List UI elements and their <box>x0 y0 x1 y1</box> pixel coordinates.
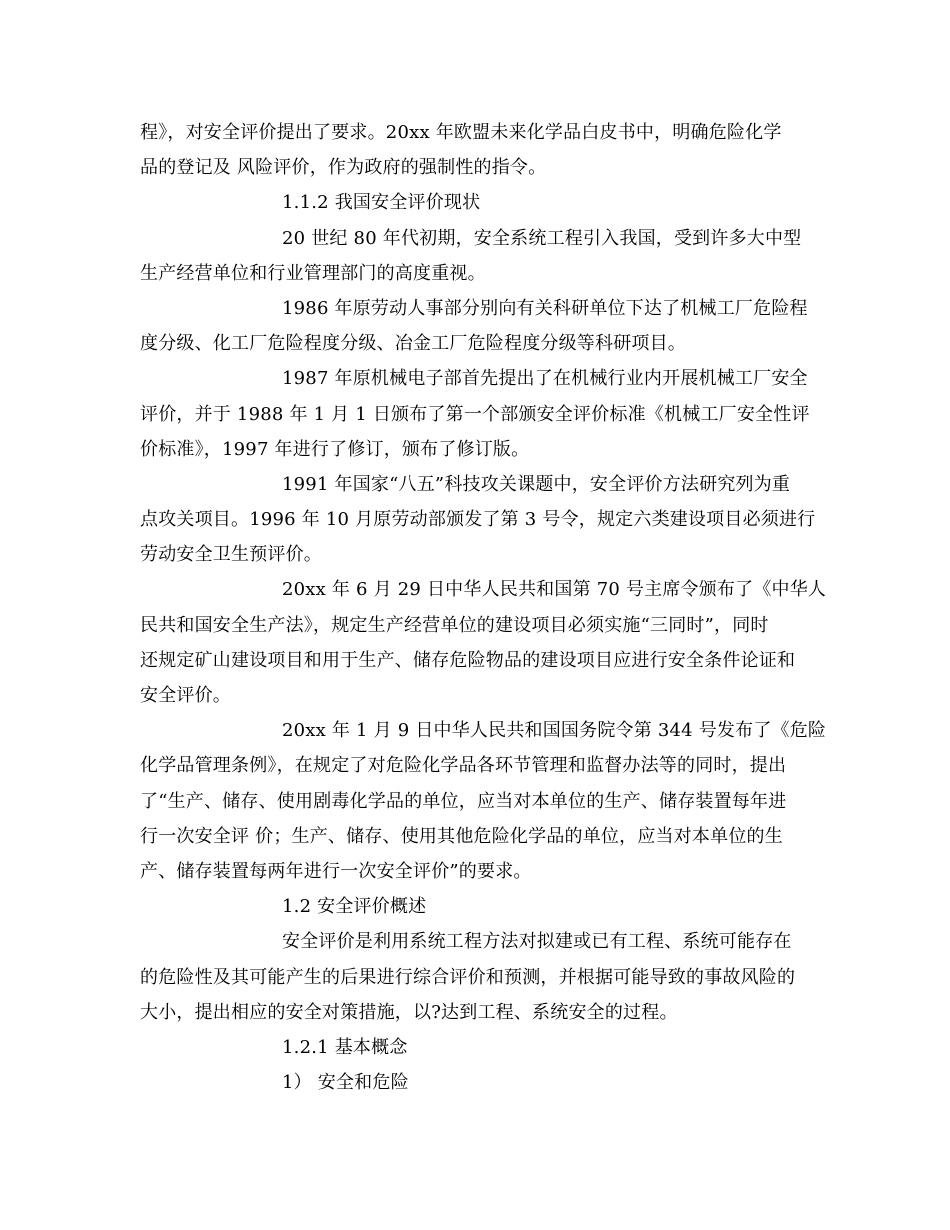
paragraph-line: 程》，对安全评价提出了要求。20xx 年欧盟未来化学品白皮书中，明确危险化学 <box>140 122 782 143</box>
paragraph-line: 安全评价是利用系统工程方法对拟建或已有工程、系统可能存在 <box>282 931 792 953</box>
paragraph-line: 安全评价。 <box>140 685 231 706</box>
paragraph-line: 点攻关项目。1996 年 10 月原劳动部颁发了第 3 号令，规定六类建设项目必须进行 <box>140 509 816 531</box>
paragraph-line: 大小，提出相应的安全对策措施，以?达到工程、系统安全的过程。 <box>140 1001 678 1023</box>
paragraph-line: 1991 年国家“八五”科技攻关课题中，安全评价方法研究列为重 <box>282 473 791 495</box>
paragraph-line: 劳动安全卫生预评价。 <box>140 544 322 566</box>
paragraph-line: 品的登记及 风险评价，作为政府的强制性的指令。 <box>140 157 547 179</box>
paragraph-line: 的危险性及其可能产生的后果进行综合评价和预测，并根据可能导致的事故风险的 <box>140 966 796 988</box>
paragraph-line: 度分级、化工厂危险程度分级、冶金工厂危险程度分级等科研项目。 <box>140 333 686 355</box>
section-heading: 1） 安全和危险 <box>282 1072 409 1094</box>
paragraph-line: 20 世纪 80 年代初期，安全系统工程引入我国，受到许多大中型 <box>282 227 802 249</box>
paragraph-line: 生产经营单位和行业管理部门的高度重视。 <box>140 262 486 284</box>
paragraph-line: 化学品管理条例》，在规定了对危险化学品各环节管理和监督办法等的同时，提出 <box>140 755 787 777</box>
paragraph-line: 了“生产、储存、使用剧毒化学品的单位，应当对本单位的生产、储存装置每年进 <box>140 790 787 812</box>
paragraph-line: 价标准》，1997 年进行了修订，颁布了修订版。 <box>140 438 530 460</box>
paragraph-line: 20xx 年 6 月 29 日中华人民共和国第 70 号主席令颁布了《中华人 <box>282 579 827 601</box>
section-heading: 1.2.1 基本概念 <box>282 1036 408 1058</box>
document-body <box>140 115 827 1100</box>
paragraph-line: 民共和国安全生产法》，规定生产经营单位的建设项目必须实施“三同时”，同时 <box>140 614 769 636</box>
paragraph-line: 20xx 年 1 月 9 日中华人民共和国国务院令第 344 号发布了《危险 <box>282 720 827 742</box>
paragraph-line: 产、储存装置每两年进行一次安全评价”的要求。 <box>140 860 532 882</box>
section-heading: 1.1.2 我国安全评价现状 <box>282 192 481 214</box>
paragraph-line: 还规定矿山建设项目和用于生产、储存危险物品的建设项目应进行安全条件论证和 <box>140 649 796 671</box>
paragraph-line: 1986 年原劳动人事部分别向有关科研单位下达了机械工厂危险程 <box>282 297 808 319</box>
paragraph-line: 评价，并于 1988 年 1 月 1 日颁布了第一个部颁安全评价标准《机械工厂安全性评 <box>140 403 810 425</box>
section-heading: 1.2 安全评价概述 <box>282 896 427 918</box>
paragraph-line: 行一次安全评 价；生产、储存、使用其他危险化学品的单位，应当对本单位的生 <box>140 825 783 847</box>
paragraph-line: 1987 年原机械电子部首先提出了在机械行业内开展机械工厂安全 <box>282 368 808 390</box>
